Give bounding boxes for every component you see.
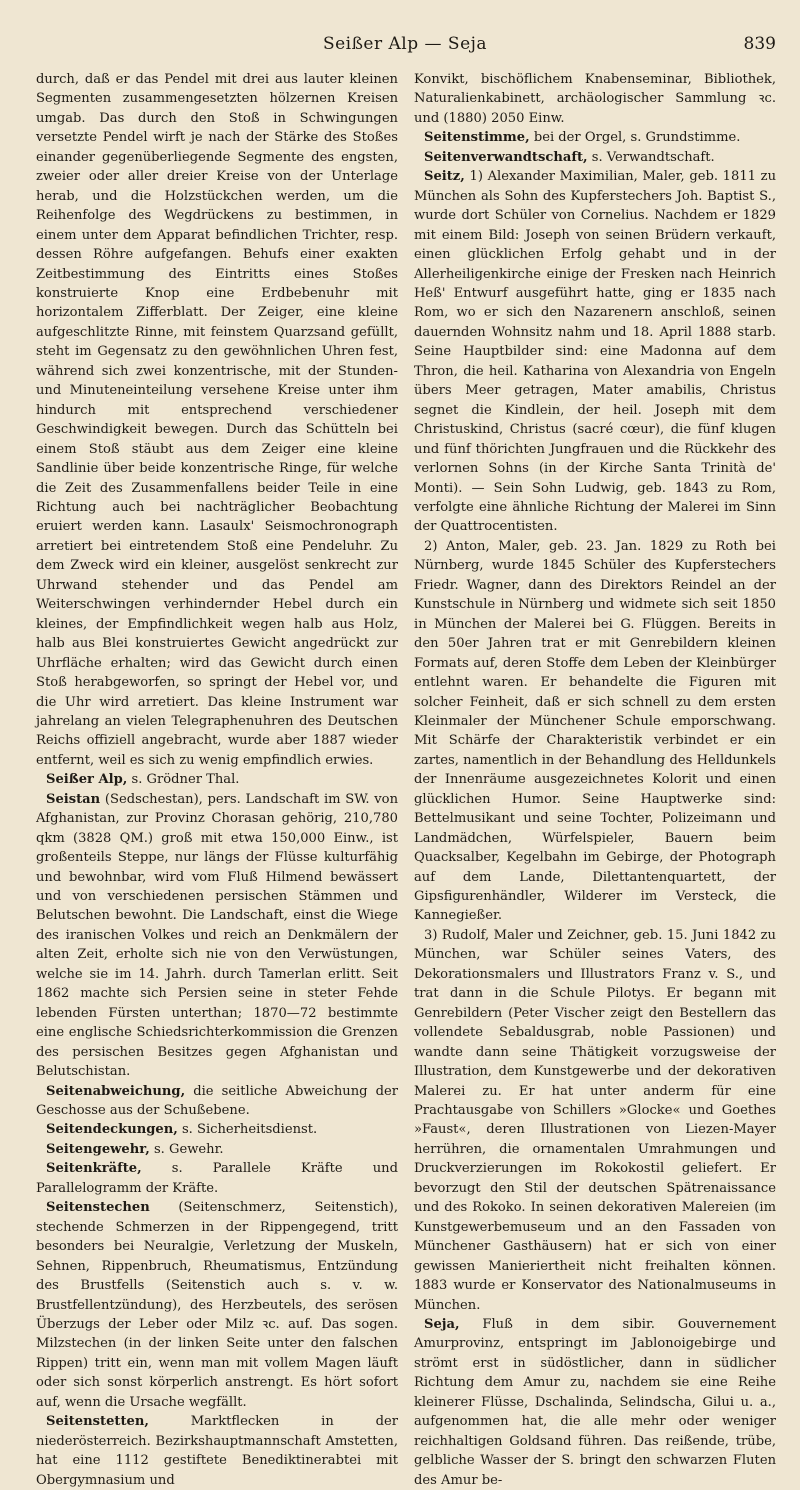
entry-text: Marktflecken in der niederösterreich. Bezirkshauptmannschaft Amstetten, hat eine 1112 gestiftete Benediktinerabtei mit Obergymnasium und [36,1414,398,1488]
entry-seitz-rudolf [414,926,776,1315]
entry-text: 2) Anton, Maler, geb. 23. Jan. 1829 zu Roth bei Nürnberg, wurde 1845 Schüler des Kupferstechers Friedr. Wagner, dann des Direktors Reindel an der Kunstschule in Nürnberg und widmete sich seit 1850 in München der Malerei bei G. Flüggen. Bereits in den 50er Jahren trat er mit Genrebildern kleinen Formats auf, deren Stoffe dem Leben der Kleinbürger entlehnt waren. Er behandelte die Figuren mit solcher Feinheit, daß er sich schnell zu dem ersten Kleinmaler der Münchener Schule emporschwang. Mit Schärfe der Charakteristik verbindet er ein zartes, namentlich in der Behandlung des Helldunkels der Innenräume ausgezeichnetes Kolorit und einen glücklichen Humor. Seine Hauptwerke sind: Bettelmusikant und seine Tochter, Polizeimann und Landmädchen, Würfelspieler, Bauern beim Quacksalber, Kegelbahn im Gebirge, der Photograph auf dem Lande, Dilettantenquartett, der Gipsfigurenhändler, Wilderer im Versteck, die Kannegießer. [414,538,776,924]
entry-headword: Seißer Alp, [46,772,128,788]
entry-headword: Seitz, [424,169,465,185]
entry-seitz-anton [414,537,776,926]
entry-headword: Seitenverwandtschaft, [424,149,588,165]
entry-text: 3) Rudolf, Maler und Zeichner, geb. 15. Juni 1842 zu München, war Schüler seines Vaters, des Dekorationsmalers und Illustrators Franz v. S., und trat dann in die Schule Pilotys. Er begann mit Genrebildern (Peter Vischer zeigt den Bestellern das vollendete Sebaldusgrab, noble Passionen) und wandte dann seine Thätigkeit vorzugsweise der Illustration, dem Kunstgewerbe und der dekorativen Malerei zu. Er hat unter anderm für eine Prachtausgabe von Schillers »Glocke« und Goethes »Faust«, deren Illustrationen von Liezen-Mayer herrühren, die ornamentalen Umrahmungen und Druckverzierungen im Rokokostil geliefert. Er bevorzugt den Stil der deutschen Spätrenaissance und des Rokoko. In seinen dekorativen Malereien (im Kunstgewerbemuseum und an den Fassaden von Münchener Gasthäusern) hat er sich von einer gewissen Manieriertheit nicht freihalten können. 1883 wurde er Konservator des Nationalmuseums in München. [414,927,776,1313]
entry-headword: Seitenabweichung, [46,1083,186,1099]
entry-text: (Seitenschmerz, Seitenstich), stechende Schmerzen in der Rippengegend, tritt besonders bei Neuralgie, Verletzung der Muskeln, Sehnen, Rippenbruch, Rheumatismus, Entzündung des Brustfells (Seitenstich auch s. v. w. Brustfellentzündung), des Herzbeutels, des serösen Überzugs der Leber oder Milz ꝛc. auf. Das sogen. Milzstechen (in der linken Seite unter den falschen Rippen) tritt ein, wenn man mit vollem Magen läuft oder sich sonst körperlich anstrengt. Es hört sofort auf, wenn die Ursache wegfällt. [36,1200,398,1410]
page-number: 839 [743,34,776,54]
entry-headword: Seitenstimme, [424,130,530,146]
entry-text: die seitliche Abweichung der Geschosse aus der Schußebene. [36,1083,398,1119]
entry-seja [414,1315,776,1490]
entry-text: s. Verwandtschaft. [587,149,715,165]
entry-text: (Sedschestan), pers. Landschaft im SW. von Afghanistan, zur Provinz Chorasan gehörig, 210,780 qkm (3828 QM.) groß mit etwa 150,000 Einw., ist großenteils Steppe, nur längs der Flüsse kulturfähig und bewohnbar, wird vom Fluß Hilmend bewässert und von verschiedenen persischen Stämmen und Belutschen bewohnt. Die Landschaft, einst die Wiege des iranischen Volkes und reich an Denkmälern der alten Zeit, erholte sich nie von den Verwüstungen, welche sie im 14. Jahrh. durch Tamerlan erlitt. Seit 1862 machte sich Persien seine in steter Fehde lebenden Fürsten unterthan; 1870—72 bestimmte eine englische Schiedsrichterkommission die Grenzen des persischen Besitzes gegen Afghanistan und Belutschistan. [36,791,398,1080]
entry-headword: Seitendeckungen, [46,1122,178,1138]
entry-seitenstetten [36,1412,398,1490]
paragraph-text: Konvikt, bischöflichem Knabenseminar, Bibliothek, Naturalienkabinett, archäologischer Sammlung ꝛc. und (1880) 2050 Einw. [414,72,776,126]
entry-headword: Seitenstechen [46,1200,150,1216]
paragraph [36,70,398,770]
entry-headword: Seitenkräfte, [46,1161,142,1177]
entry-headword: Seitengewehr, [46,1141,150,1157]
entry-text: s. Sicherheitsdienst. [177,1122,318,1138]
entry-text: s. Gewehr. [149,1141,224,1157]
entry-seitz [414,167,776,537]
running-header [34,34,776,58]
entry-seitendeckungen [36,1120,398,1139]
entry-text: 1) Alexander Maximilian, Maler, geb. 1811 zu München als Sohn des Kupferstechers Joh. Baptist S., wurde dort Schüler von Cornelius. Nachdem er 1829 mit einem Bild: Joseph von seinen Brüdern verkauft, einen glücklichen Erfolg gehabt und in der Allerheiligenkirche einige der Fresken nach Heinrich Heß' Entwurf ausgeführt hatte, ging er 1835 nach Rom, wo er sich den Nazarenern anschloß, seinen dauernden Wohnsitz nahm und 18. April 1888 starb. Seine Hauptbilder sind: eine Madonna auf dem Thron, die heil. Katharina von Alexandria von Engeln übers Meer getragen, Mater amabilis, Christus segnet die Kindlein, der heil. Joseph mit dem Christuskind, Christus (sacré cœur), die fünf klugen und fünf thörichten Jungfrauen und die Rückkehr des verlornen Sohns (in der Kirche Santa Trinità de' Monti). — Sein Sohn Ludwig, geb. 1843 zu Rom, verfolgte eine ähnliche Richtung der Malerei im Sinn der Quattrocentisten. [414,169,776,535]
entry-headword: Seitenstetten, [46,1414,149,1430]
entry-headword: Seja, [424,1317,460,1332]
entry-seitenstechen [36,1198,398,1412]
entry-seistan [36,790,398,1082]
entry-text: Fluß in dem sibir. Gouvernement Amurprovinz, entspringt im Jablonoigebirge und strömt erst in südöstlicher, dann in südlicher Richtung dem Amur zu, nachdem sie eine Reihe kleinerer Flüsse, Dschalinda, Selindscha, Gilui u. a., aufgenommen hat, die alle mehr oder weniger reichhaltigen Goldsand führen. Das reißende, trübe, gelbliche Wasser der S. bringt den schwarzen Fluten des Amur be- [414,1317,776,1488]
entry-text: s. Grödner Thal. [127,772,240,788]
paragraph [414,70,776,128]
entry-seitengewehr [36,1140,398,1159]
entry-text: s. Parallele Kräfte und Parallelogramm der Kräfte. [36,1161,398,1196]
header-title: Seißer Alp — Seja [322,34,488,54]
entry-headword: Seistan [46,791,101,807]
entry-seisser-alp [36,770,398,789]
entry-text: bei der Orgel, s. Grundstimme. [529,130,741,146]
paragraph-text: durch, daß er das Pendel mit drei aus lauter kleinen Segmenten zusammengesetzten hölzernen Kreisen umgab. Das durch den Stoß in Schwingungen versetzte Pendel wirft je nach der Stärke des Stoßes einander gegenüberliegende Segmente des engsten, zweier oder aller dreier Kreise von der Unterlage herab, und die Holzstückchen werden, um die Reihenfolge des Wegdrückens zu bestimmen, in einem unter dem Apparat befindlichen Trichter, resp. dessen Röhre aufgefangen. Behufs einer exakten Zeitbestimmung des Eintritts eines Stoßes konstruierte Knop eine Erdbebenuhr mit horizontalem Zifferblatt. Der Zeiger, eine kleine aufgeschlitzte Rinne, mit feinstem Quarzsand gefüllt, steht im Gegensatz zu den gewöhnlichen Uhren fest, während sich zwei konzentrische, mit der Stunden- und Minuteneinteilung versehene Kreise unter ihm hindurch mit entsprechend verschiedener Geschwindigkeit bewegen. Durch das Schütteln bei einem Stoß stäubt aus dem Zeiger eine kleine Sandlinie über beide konzentrische Ringe, für welche die Zeit des Zusammenfallens beider Teile in eine Richtung auch bei nachträglicher Beobachtung eruiert werden kann. Lasaulx' Seismochronograph arretiert bei eintretendem Stoß eine Pendeluhr. Zu dem Zweck wird ein kleiner, ausgelöst senkrecht zur Uhrwand stehender und das Pendel am Weiterschwingen verhindernder Hebel durch ein kleines, der Empfindlichkeit wegen halb aus Holz, halb aus Blei konstruiertes Gewicht angedrückt zur Uhrfläche erhalten; wird das Gewicht durch einen Stoß herabgeworfen, so springt der Hebel vor, und die Uhr wird arretiert. Das kleine Instrument war jahrelang an vielen Telegraphenuhren des Deutschen Reichs offiziell angebracht, wurde aber 1887 wieder entfernt, weil es sich zu wenig empfindlich erwies. [36,72,398,768]
right-column [414,70,776,1488]
entry-seitenstimme [414,128,776,147]
entry-seitenkraefte [36,1159,398,1198]
entry-seitenabweichung [36,1082,398,1121]
entry-seitenverwandtschaft [414,148,776,167]
left-column [36,70,398,1488]
